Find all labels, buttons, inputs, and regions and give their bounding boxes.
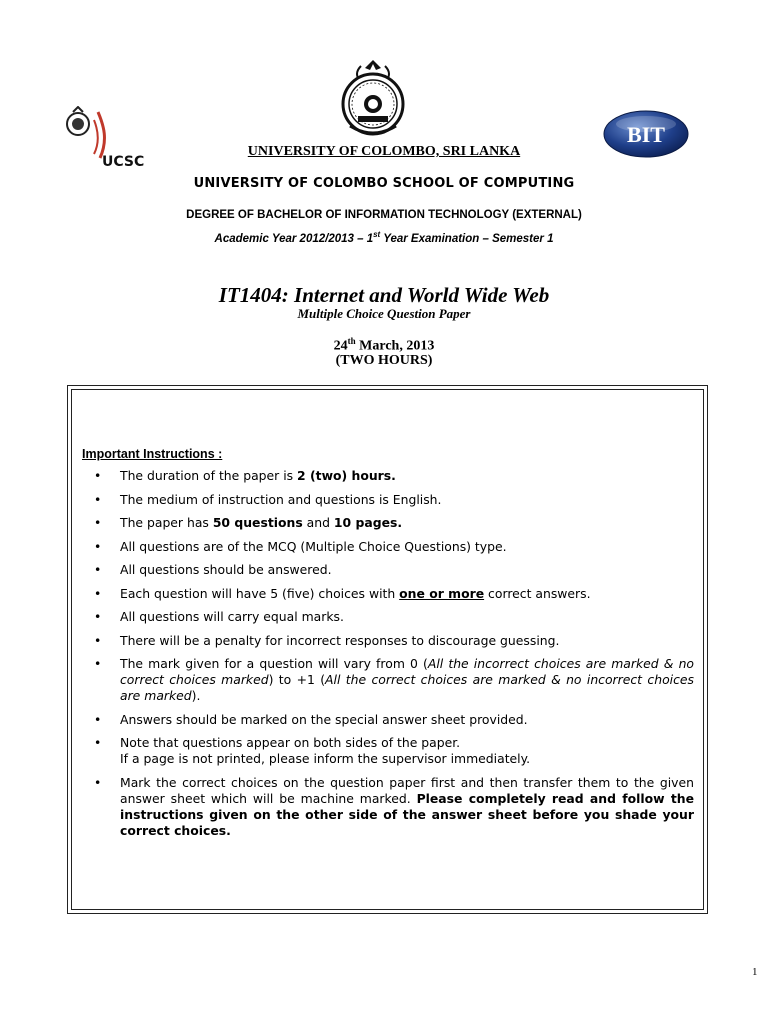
instruction-item: • Note that questions appear on both sides of the paper. If a page is not printed, please inform the supervisor immediately. [94, 735, 531, 766]
instruction-item: • The paper has 50 questions and 10 pages. [94, 515, 403, 530]
bit-logo-text: BIT [627, 122, 665, 147]
instruction-item: • The mark given for a question will vary from 0 (All the incorrect choices are marked & no correct choices marked) to +1 (All the correct choices are marked & no incorrect choices are marked). [94, 656, 694, 703]
exam-date: 24th March, 2013 [333, 336, 435, 354]
instruction-item: • All questions should be answered. [94, 562, 332, 577]
instructions-title: Important Instructions : [82, 447, 223, 461]
page-number: 1 [752, 966, 758, 978]
instruction-item: • All questions will carry equal marks. [94, 609, 344, 624]
paper-type: Multiple Choice Question Paper [297, 306, 471, 321]
instruction-item: • Answers should be marked on the special answer sheet provided. [94, 711, 528, 727]
instruction-item: • The medium of instruction and questions is English. [94, 491, 442, 507]
academic-year: Academic Year 2012/2013 – 1st Year Examination – Semester 1 [214, 230, 554, 245]
instruction-item: • Mark the correct choices on the question paper first and then transfer them to the given answer sheet which will be machine marked. Please completely read and follow the instructions given on the other side of the answer sheet before you shade your correct choices. [94, 774, 694, 838]
instruction-item: • All questions are of the MCQ (Multiple Choice Questions) type. [94, 538, 507, 554]
exam-duration: (TWO HOURS) [335, 353, 433, 368]
university-crest-logo [336, 58, 410, 140]
ucsc-logo [64, 106, 154, 172]
instruction-item: • There will be a penalty for incorrect responses to discourage guessing. [94, 632, 560, 648]
instructions-list [92, 468, 694, 846]
course-title: IT1404: Internet and World Wide Web [218, 283, 550, 307]
university-name: UNIVERSITY OF COLOMBO, SRI LANKA [247, 144, 521, 159]
school-name: UNIVERSITY OF COLOMBO SCHOOL OF COMPUTING [193, 176, 575, 191]
instruction-item: • Each question will have 5 (five) choices with one or more correct answers. [94, 585, 591, 601]
ucsc-logo-text: UCSC [102, 154, 145, 170]
instruction-item: • The duration of the paper is 2 (two) hours. [94, 468, 396, 483]
degree-name: DEGREE OF BACHELOR OF INFORMATION TECHNOLOGY (EXTERNAL) [186, 209, 582, 221]
